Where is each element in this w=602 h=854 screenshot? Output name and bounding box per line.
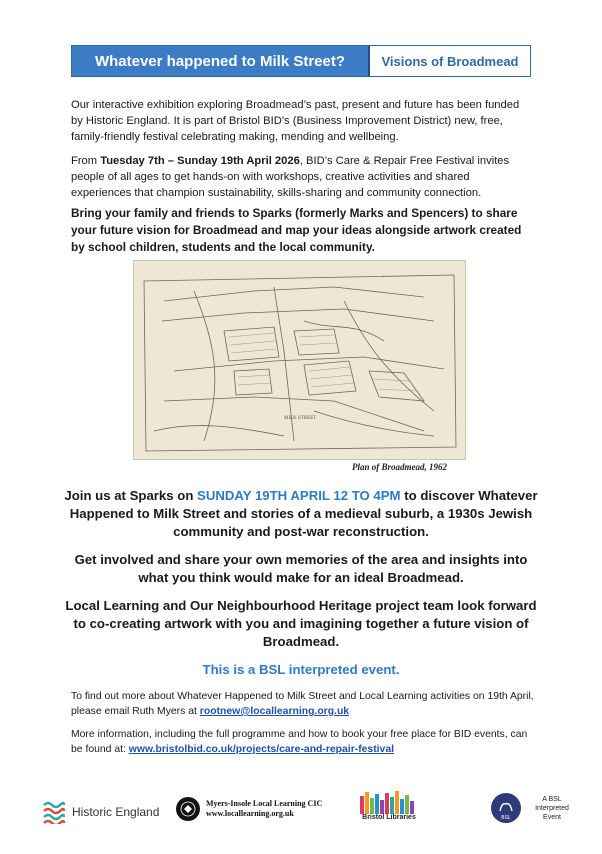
event-date-highlight: SUNDAY 19TH APRIL 12 TO 4PM [197, 488, 401, 503]
map-caption: Plan of Broadmead, 1962 [352, 462, 448, 472]
intro-paragraph-1: Our interactive exhibition exploring Broadmead’s past, present and future has been funded by Historic England. It is part of Bristol BID’s (Business Improvement District) new, free, family-friendly festival celebrating making, mending and wellbeing. [71, 99, 520, 143]
email-link[interactable]: rootnew@locallearning.org.uk [199, 706, 350, 717]
bsl-text: A BSL Interpreted Event [535, 795, 569, 821]
festival-dates: Tuesday 7th – Sunday 19th April 2026 [100, 155, 300, 167]
historic-england-icon [42, 800, 66, 824]
bsl-badge-text: BSL [501, 815, 511, 821]
bsl-logo [490, 792, 574, 824]
page-title: Whatever happened to Milk Street? [72, 46, 370, 76]
intro-p2-rest: , BID’s Care & Repair Free Festival invites people of all ages to get hands-on with workshops, creative activities and shared experiences that champion sustainability, skills-sharing and community connection. [71, 155, 510, 199]
bsl-hands-icon [490, 792, 522, 824]
map-street-label: MILK STREET [284, 416, 317, 421]
event-details [60, 487, 542, 541]
event-team: Local Learning and Our Neighbourhood Heritage project team look forward to co-creating artwork with you and imagining together a future vision of Broadmead. [65, 598, 537, 649]
historic-england-logo [42, 800, 159, 824]
event-line1-a: Join us at Sparks on [64, 488, 198, 503]
event-memories: Get involved and share your own memories of the area and insights into what you think would make for an ideal Broadmead. [74, 552, 528, 585]
broadmead-plan-image [133, 260, 466, 460]
header-banner [71, 45, 531, 77]
more-info [71, 727, 541, 757]
intro-paragraph-3: Bring your family and friends to Sparks (formerly Marks and Spencers) to share your future vision for Broadmead and map your ideas alongside artwork created by school children, students and the local community. [71, 206, 522, 254]
myers-url: www.locallearning.org.uk [206, 809, 294, 818]
local-learning-seal-icon [175, 796, 201, 822]
intro-paragraph-2 [71, 153, 531, 201]
intro-p2-prefix: From [71, 155, 101, 167]
more-info-text: More information, including the full programme and how to book your free place for BID events, can be found at: [71, 729, 528, 755]
library-books-icon [358, 790, 420, 814]
historic-england-text: Historic England [72, 805, 160, 819]
myers-name: Myers-Insole Local Learning CIC [206, 799, 323, 808]
event-line1-b: to discover Whatever Happened to Milk Street and stories of a medieval suburb, a 1930s Jewish community and post-war reconstruction. [69, 488, 538, 539]
map-illustration [134, 261, 465, 459]
myers-insole-logo [175, 796, 322, 822]
bristol-libraries-text: Bristol Libraries [362, 814, 416, 821]
bristol-libraries-logo [358, 790, 420, 821]
contact-text: To find out more about Whatever Happened to Milk Street and Local Learning activities on 19th April, please email Ruth Myers at [71, 691, 534, 717]
contact-info [71, 689, 541, 719]
bsl-notice: This is a BSL interpreted event. [202, 662, 400, 677]
festival-link[interactable]: www.bristolbid.co.uk/projects/care-and-repair-festival [128, 744, 395, 755]
page-subtitle: Visions of Broadmead [381, 53, 519, 69]
